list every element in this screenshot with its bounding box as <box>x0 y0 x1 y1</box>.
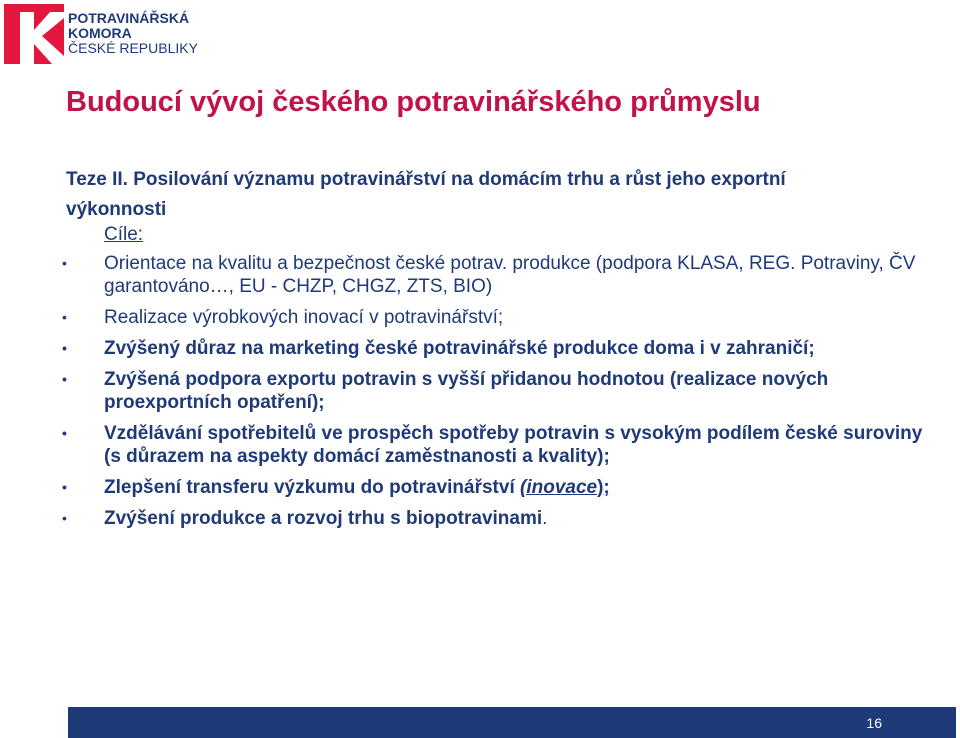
goals-list <box>60 252 930 538</box>
list-item-text: Zvýšený důraz na marketing české potravinářské produkce doma i v zahraničí; <box>104 338 815 359</box>
bullet-dot-icon: • <box>62 425 67 441</box>
list-item-text: Zvýšení produkce a rozvoj trhu s biopotravinami <box>104 508 543 529</box>
list-item-text: Zlepšení transferu výzkumu do potravinářství <box>104 477 520 498</box>
list-item <box>60 368 930 414</box>
list-item <box>60 476 930 499</box>
list-item-text: Realizace výrobkových inovací v potravinářství; <box>104 307 504 328</box>
list-item-text: Orientace na kvalitu a bezpečnost české potrav. produkce (podpora KLASA, REG. Potraviny, ČV garantováno…, EU - CHZP, CHGZ, ZTS, BIO) <box>104 253 916 297</box>
bullet-dot-icon: • <box>62 510 67 526</box>
komora-k-logo-icon <box>4 4 64 64</box>
logo-line-2: KOMORA <box>68 25 132 41</box>
inovace-link-text: (inovace <box>520 477 598 498</box>
list-item <box>60 507 930 530</box>
list-item <box>60 252 930 298</box>
bullet-dot-icon: • <box>62 255 67 271</box>
goals-label: Cíle: <box>104 224 144 245</box>
thesis-heading: Teze II. Posilování významu potravinářství na domácím trhu a růst jeho exportní výkonnosti <box>66 169 786 220</box>
logo-text <box>68 11 198 56</box>
list-item <box>60 306 930 329</box>
list-item <box>60 337 930 360</box>
slide-title: Budoucí vývoj českého potravinářského průmyslu <box>66 86 761 118</box>
list-item-suffix: ); <box>597 477 610 498</box>
bullet-dot-icon: • <box>62 479 67 495</box>
logo-line-3: ČESKÉ REPUBLIKY <box>68 40 198 56</box>
list-item-end: . <box>542 508 548 529</box>
bullet-dot-icon: • <box>62 371 67 387</box>
list-item-text: Vzdělávání spotřebitelů ve prospěch spotřeby potravin s vysokým podílem české suroviny (s důrazem na aspekty domácí zaměstnanosti a kvality); <box>104 423 923 467</box>
list-item <box>60 422 930 468</box>
list-item-text: Zvýšená podpora exportu potravin s vyšší přidanou hodnotou (realizace nových proexportních opatření); <box>104 369 829 413</box>
logo <box>4 4 204 64</box>
page-number: 16 <box>866 715 882 731</box>
footer-bar <box>68 707 956 738</box>
bullet-dot-icon: • <box>62 340 67 356</box>
logo-line-1: POTRAVINÁŘSKÁ <box>68 10 190 26</box>
bullet-dot-icon: • <box>62 309 67 325</box>
